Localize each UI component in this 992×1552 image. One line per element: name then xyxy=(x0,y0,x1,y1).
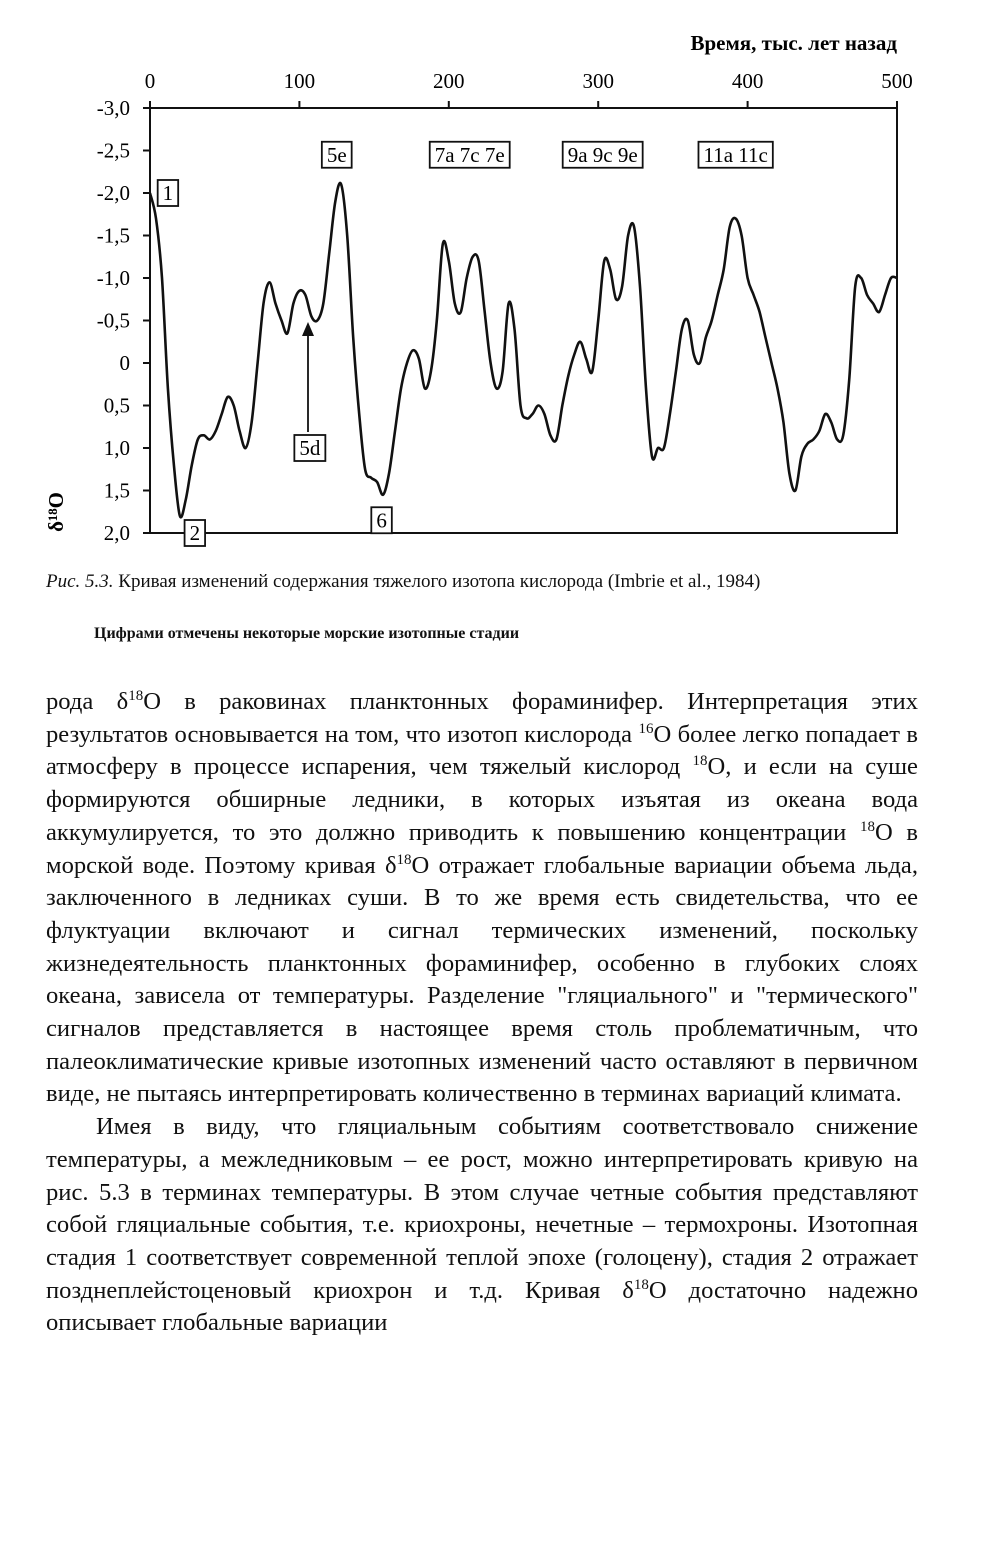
stage-label: 5e xyxy=(326,142,347,167)
y-tick-label: 2,0 xyxy=(103,521,130,545)
stage-label: 9a 9c 9e xyxy=(567,142,638,167)
paragraph-1 xyxy=(46,686,918,1111)
p1-seg: О отражает глобальные вариации объема льда, заключенного в ледниках суши. В то же время есть свидетельства, что ее флуктуации включают и сигнал термических изменений, поскольку жизнедеятельность планктонных фораминифер, особенно в глубоких слоях океана, зависела от температуры. Разделение "гляциального" и "термического" сигналов представляется в настоящее время столь проблематичным, что палеоклиматические кривые изотопных изменений часто оставляют в первичном виде, не пытаясь интерпретировать количественно в терминах вариаций климата. xyxy=(46,851,918,1108)
x-tick-label: 500 xyxy=(881,69,913,93)
d18o-curve-line xyxy=(150,183,897,517)
y-tick-label: -2,0 xyxy=(96,181,130,205)
x-tick-label: 300 xyxy=(582,69,614,93)
x-tick-label: 200 xyxy=(433,69,465,93)
body-text xyxy=(46,686,918,1340)
p1-sup: 18 xyxy=(396,851,412,868)
p1-sup: 18 xyxy=(128,687,144,704)
stage-label: 5d xyxy=(299,436,321,460)
x-axis-title: Время, тыс. лет назад xyxy=(690,31,897,55)
p2-seg: О достаточно надежно описывает глобальные вариации xyxy=(46,1276,919,1337)
stage-label: 6 xyxy=(376,508,387,533)
p1-sup: 18 xyxy=(859,818,875,835)
y-tick-label: -1,5 xyxy=(96,223,130,248)
y-tick-label: -1,0 xyxy=(96,266,130,290)
p1-seg: О более легко попадает в атмосферу в процессе испарения, чем тяжелый кислород xyxy=(46,720,918,781)
isotope-curve-chart xyxy=(0,0,992,560)
caption-note: Цифрами отмечены некоторые морские изотопные стадии xyxy=(94,625,520,642)
x-tick-label: 400 xyxy=(731,69,764,93)
y-tick-label: 1,0 xyxy=(103,436,130,460)
paragraph-2 xyxy=(46,1111,918,1340)
stage-label: 2 xyxy=(189,521,201,545)
y-tick-label: 0 xyxy=(119,351,130,375)
caption-text: Кривая изменений содержания тяжелого изотопа кислорода (Imbrie et al., 1984) xyxy=(113,571,761,592)
x-tick-label: 100 xyxy=(283,69,316,93)
y-tick-label: -3,0 xyxy=(96,96,130,120)
y-tick-label: -0,5 xyxy=(96,308,130,333)
p1-sup: 18 xyxy=(692,753,708,770)
p1-seg: О, и если на суше формируются обширные ледники, в которых изъятая из океана вода аккумулируется, то это должно приводить к повышению концентрации xyxy=(46,753,918,846)
y-tick-label: 1,5 xyxy=(103,478,130,503)
p1-seg: О в раковинах планктонных фораминифер. Интерпретация этих результатов основывается на том, что изотоп кислорода xyxy=(46,688,918,748)
figure-caption xyxy=(46,568,921,595)
stage-label: 7a 7c 7e xyxy=(434,142,505,167)
y-tick-label: -2,5 xyxy=(96,138,130,163)
figure-5-3 xyxy=(0,0,992,560)
arrow-5d-head xyxy=(302,322,314,336)
p2-seg: Имея в виду, что гляциальным событиям соответствовало снижение температуры, а межледниковым – ее рост, можно интерпретировать кривую на рис. 5.3 в терминах температуры. В этом случае четные события представляют собой гляциальные события, т.е. криохроны, нечетные – термохроны. Изотопная стадия 1 соответствует современной теплой эпохе (голоцену), стадия 2 отражает позднеплейстоценовый криохрон и т.д. Кривая δ xyxy=(46,1113,918,1304)
stage-label: 1 xyxy=(162,181,174,205)
caption-lead: Рис. 5.3. xyxy=(46,571,114,592)
x-tick-label: 0 xyxy=(144,69,156,93)
y-axis-title: δ¹⁸O xyxy=(44,492,68,532)
p2-sup: 18 xyxy=(633,1276,649,1293)
p1-seg: О в морской воде. Поэтому кривая δ xyxy=(46,818,918,879)
p1-sup: 16 xyxy=(638,720,654,737)
y-tick-label: 0,5 xyxy=(103,393,130,418)
p1-seg: рода δ xyxy=(46,688,129,715)
stage-label: 11a 11c xyxy=(703,142,768,167)
